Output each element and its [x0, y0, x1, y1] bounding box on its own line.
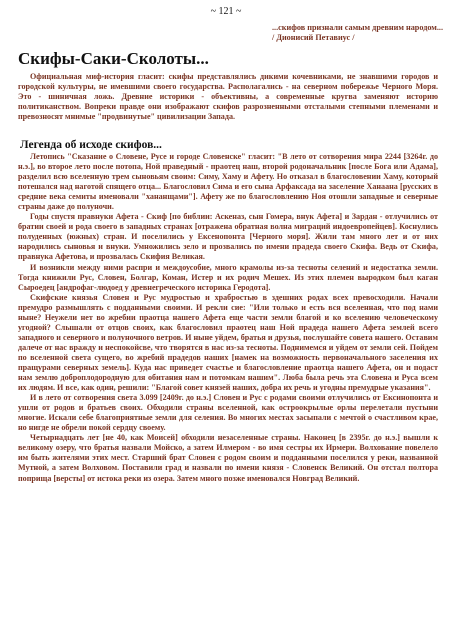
legend-section — [18, 152, 438, 638]
paragraph-4: Скифские князья Словен и Рус мудростью и храбростью в здешних родах всех превосходили. Начали премудро размышлять с подданными своими. И рекли сие: "Или только и есть вся вселенная, что под нами ныне? Неужели нет во жребии праотца нашего Афета еще части земли благой и ко вселению человеческому угодной? Слышали от отцов своих, как благословил праотец наш Ной прадеда нашего Афета землей всего западного и северного и полуночного ветров. И ныне уйдем, братья и друзья, послушайте совета нашего. Оставим далече от нас вражду и неспокойсве, что творятся в нас из-за тесноты. Поднимемся и уйдем от земли сей. Пойдем по вселенной света сущего, во жребий прадедов наших [намек на возможность первоначального заселения их пращурами северных земель]. Куда нас приведет счастье и благословление праотца нашего Афета, он и подаст нам землю доброплодородную для обитания нам и потомкам нашим". Люба была речь эта Словена и Руса всем их людям. И все, как один, решили: "Благой совет князей наших, добра их речь и угодны премудрые указания". — [18, 292, 438, 393]
intro-section — [18, 72, 438, 122]
page-title: Скифы-Саки-Сколоты... — [18, 49, 209, 68]
paragraph-6: Четырнадцать лет [не 40, как Моисей] обходили незаселенные страны. Наконец [в 2395г. до н.э.] вышли к великому озеру, что братья назвали Мойско, а затем Илмером - во имя сестры их Ирмери. Волхование повелело им быть жителями этих мест. Старший брат Словен с родом своим и подданными поселился у реки, названной Мутной, а затем Волховом. Поставили град и назвали по имени князя - Словенск Великий. Он отстал полтора поприща [версты] от истока реки из озера. Затем много позже именовался Новград Великий. — [18, 433, 438, 483]
page-number: ~ 121 ~ — [210, 6, 242, 17]
paragraph-5: И в лето от сотворения света 3.099 [2409г. до н.э.] Словен и Рус с родами своими отлучились от Ексинопонта и ушли от родов и братьев своих. Обходили страны вселенной, как остроокрылые орлы перелетали пустыни многие. Искали себе благоприятные земли для селения. Во многих местах засыпали с мечтой о счастливом крае, но нигде не обрели покой сердцу своему. — [18, 393, 438, 433]
paragraph-2: Годы спустя правнуки Афета - Скиф [по библии: Аскеназ, сын Гомера, внук Афета] и Зардан - отлучились от братии своей и рода своего в западных странах [отражена обратная волна миграций индоевропейцев]. Коснулись полуденных (южных) стран. И поселились у Ексенопонта [Черного моря]. Жили там много лет и от них народились сыновья и внуки. Умножились зело и прозвались по имени прадеда своего Скифа. Ведь от Скифа, правнука Афетова, и прозвалась Скифия Великая. — [18, 212, 438, 262]
epigraph: ...скифов признали самым древним народом... / Дионисий Петавиус / — [272, 23, 444, 43]
paragraph-1: Летопись "Сказание о Словене, Русе и городе Словенске" гласит: "В лето от сотворения мира 2244 [3264г. до н.э.], во второе лето после потопа, Ной праведный - праотец наш, второй родоначальник [после Бога или Адама], разделил всю вселенную трем сыновьям своим: Симу, Хаму и Афету. Но отказал в благословении Хаму, который потешался над наготой спящего отца... Благословил Сима и его сына Арфаксада на заселение Ханаана [русских в средние века семиты именовали "хананщами"]. Афету же по благословлению Ноя отошли западные и северные страны даже до полуночи. — [18, 152, 438, 212]
section-subtitle: Легенда об исходе скифов... — [20, 139, 162, 151]
intro-paragraph: Официальная миф-история гласит: скифы представлялись дикими кочевниками, не знавшими городов и городской культуры, не имевшими своего государства. Располагались - на северном побережье Черного Моря. Это - шиничная ложь. Древние историки - объективны, а современные кругва заменяют историю политиканством. Вопреки правде они изображают скифов разрозненными отсталыми степными племенами и превозносят мнимые "продвинутые" цивилизации Запада. — [18, 72, 438, 122]
paragraph-3: И возникли между ними распри и междоусобие, много крамолы из-за тесноты селений и недостатка земли. Тогда книжили Рус, Словен, Болгар, Коман, Истер и их родич Мешех. Из этих племен выродком был каган Сыроедец [андрофаг-людоед у древнегреческого историка Геродота]. — [18, 262, 438, 292]
